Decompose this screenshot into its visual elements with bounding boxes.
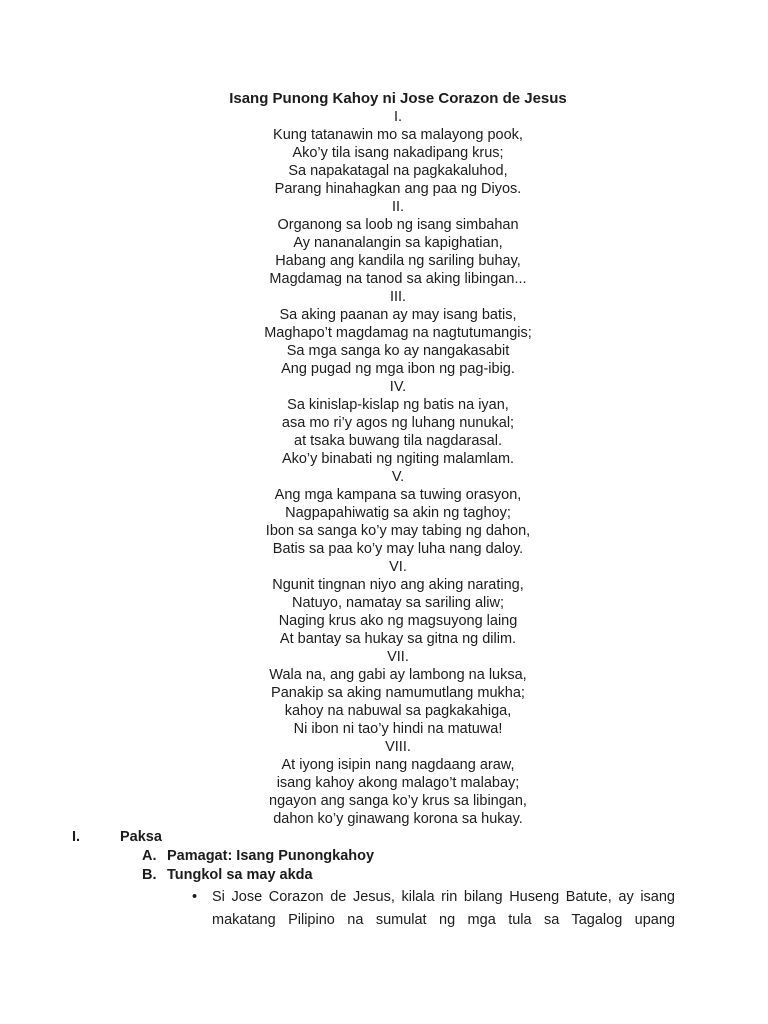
poem-line: Ibon sa sanga ko’y may tabing ng dahon,	[265, 523, 531, 539]
poem-line: Sa napakatagal na pagkakaluhod,	[288, 163, 508, 179]
poem-line: Maghapo’t magdamag na nagtutumangis;	[264, 325, 532, 341]
poem-line: Ang pugad ng mga ibon ng pag-ibig.	[281, 361, 515, 377]
poem-line: Sa mga sanga ko ay nangakasabit	[286, 343, 510, 359]
stanza	[28, 558, 768, 648]
stanza-numeral: V.	[391, 469, 405, 485]
stanza-numeral: IV.	[389, 379, 407, 395]
outline-item-text: Tungkol sa may akda	[167, 867, 313, 883]
stanza-numeral: VII.	[387, 649, 409, 665]
stanza	[28, 738, 768, 828]
stanza	[28, 108, 768, 198]
bullet-marker: •	[192, 889, 198, 905]
poem-line: Wala na, ang gabi ay lambong na luksa,	[269, 667, 527, 683]
poem-line: Organong sa loob ng isang simbahan	[277, 217, 519, 233]
poem-line: Nagpapahiwatig sa akin ng taghoy;	[285, 505, 511, 521]
outline	[0, 828, 768, 931]
poem-line: Ako’y binabati ng ngiting malamlam.	[281, 451, 515, 467]
poem-title: Isang Punong Kahoy ni Jose Corazon de Jesus	[229, 90, 567, 107]
stanza-numeral: I.	[393, 109, 403, 125]
outline-heading-row	[0, 828, 768, 847]
stanza-numeral: VIII.	[385, 739, 411, 755]
bullet-item	[0, 886, 768, 931]
stanza	[28, 378, 768, 468]
stanza	[28, 648, 768, 738]
outline-heading: Paksa	[120, 829, 162, 845]
poem-line: Sa kinislap-kislap ng batis na iyan,	[287, 397, 509, 413]
poem	[28, 0, 768, 828]
poem-line: kahoy na nabuwal sa pagkakahiga,	[284, 703, 512, 719]
stanza-numeral: III.	[389, 289, 407, 305]
outline-item-label: A.	[142, 848, 157, 864]
bullet-text	[212, 886, 675, 931]
poem-line: Parang hinahagkan ang paa ng Diyos.	[274, 181, 522, 197]
poem-line: isang kahoy akong malago’t malabay;	[276, 775, 520, 791]
bullet-text-line: makatang Pilipino na sumulat ng mga tula sa Tagalog upang	[212, 911, 675, 928]
poem-line: Sa aking paanan ay may isang batis,	[279, 307, 517, 323]
poem-line: Magdamag na tanod sa aking libingan...	[269, 271, 527, 287]
poem-line: at tsaka buwang tila nagdarasal.	[294, 433, 502, 449]
poem-line: dahon ko’y ginawang korona sa hukay.	[273, 811, 523, 827]
stanza	[28, 468, 768, 558]
outline-numeral: I.	[72, 829, 81, 845]
poem-line: Ni ibon ni tao’y hindi na matuwa!	[293, 721, 503, 737]
poem-line: Ngunit tingnan niyo ang aking narating,	[272, 577, 524, 593]
outline-item-label: B.	[142, 867, 157, 883]
poem-line: Panakip sa aking namumutlang mukha;	[271, 685, 525, 701]
stanza	[28, 288, 768, 378]
stanza-numeral: VI.	[389, 559, 407, 575]
poem-line: At bantay sa hukay sa gitna ng dilim.	[279, 631, 517, 647]
poem-line: Batis sa paa ko’y may luha nang daloy.	[272, 541, 524, 557]
poem-line: ngayon ang sanga ko’y krus sa libingan,	[269, 793, 527, 809]
poem-line: At iyong isipin nang nagdaang araw,	[281, 757, 515, 773]
stanza	[28, 198, 768, 288]
poem-line: Habang ang kandila ng sariling buhay,	[275, 253, 521, 269]
outline-item	[0, 866, 768, 885]
poem-line: Ay nananalangin sa kapighatian,	[293, 235, 503, 251]
outline-item-text: Pamagat: Isang Punongkahoy	[167, 848, 375, 864]
poem-line: asa mo ri’y agos ng luhang nunukal;	[281, 415, 515, 431]
poem-line: Ang mga kampana sa tuwing orasyon,	[274, 487, 522, 503]
poem-line: Kung tatanawin mo sa malayong pook,	[273, 127, 523, 143]
poem-line: Natuyo, namatay sa sariling aliw;	[292, 595, 504, 611]
bullet-text-line: Si Jose Corazon de Jesus, kilala rin bilang Huseng Batute, ay isang	[212, 889, 675, 905]
poem-line: Ako’y tila isang nakadipang krus;	[292, 145, 504, 161]
outline-item	[0, 847, 768, 866]
stanza-numeral: II.	[391, 199, 405, 215]
poem-line: Naging krus ako ng magsuyong laing	[278, 613, 518, 629]
